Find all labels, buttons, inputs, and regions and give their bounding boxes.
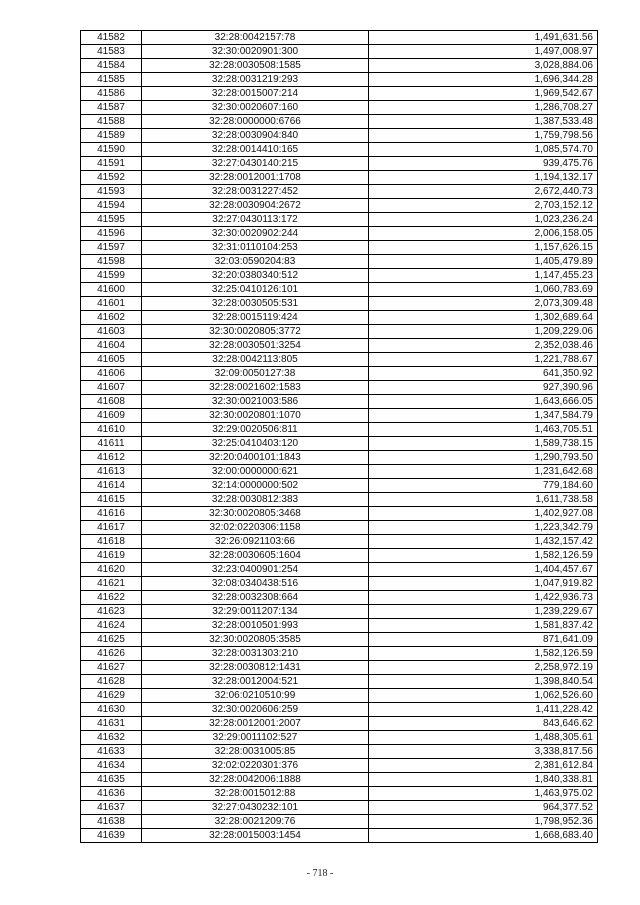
cadastral-number-cell: 32:25:0410403:120: [142, 437, 369, 451]
table-row: [81, 283, 598, 297]
value-cell: 3,338,817.56: [369, 745, 598, 759]
table-row: [81, 325, 598, 339]
cadastral-number-cell: 32:06:0210510:99: [142, 689, 369, 703]
table-row: [81, 745, 598, 759]
value-cell: 1,060,783.69: [369, 283, 598, 297]
row-number-cell: 41618: [81, 535, 142, 549]
row-number-cell: 41619: [81, 549, 142, 563]
row-number-cell: 41633: [81, 745, 142, 759]
row-number-cell: 41628: [81, 675, 142, 689]
table-row: [81, 87, 598, 101]
cadastral-number-cell: 32:28:0015119:424: [142, 311, 369, 325]
cadastral-number-cell: 32:02:0220301:376: [142, 759, 369, 773]
value-cell: 1,062,526.60: [369, 689, 598, 703]
cadastral-number-cell: 32:28:0015012:88: [142, 787, 369, 801]
cadastral-number-cell: 32:30:0020805:3772: [142, 325, 369, 339]
cadastral-number-cell: 32:29:0011102:527: [142, 731, 369, 745]
table-row: [81, 367, 598, 381]
value-cell: 1,405,479.89: [369, 255, 598, 269]
value-cell: 2,006,158.05: [369, 227, 598, 241]
value-cell: 2,703,152.12: [369, 199, 598, 213]
row-number-cell: 41591: [81, 157, 142, 171]
row-number-cell: 41629: [81, 689, 142, 703]
table-row: [81, 759, 598, 773]
cadastral-number-cell: 32:30:0020607:160: [142, 101, 369, 115]
table-row: [81, 255, 598, 269]
value-cell: 2,073,309.48: [369, 297, 598, 311]
row-number-cell: 41588: [81, 115, 142, 129]
table-row: [81, 395, 598, 409]
value-cell: 1,668,683.40: [369, 829, 598, 843]
value-cell: 1,969,542.67: [369, 87, 598, 101]
value-cell: 2,672,440.73: [369, 185, 598, 199]
value-cell: 1,840,338.81: [369, 773, 598, 787]
table-row: [81, 633, 598, 647]
value-cell: 1,497,008.97: [369, 45, 598, 59]
value-cell: 2,352,038.46: [369, 339, 598, 353]
row-number-cell: 41596: [81, 227, 142, 241]
cadastral-number-cell: 32:28:0030508:1585: [142, 59, 369, 73]
row-number-cell: 41631: [81, 717, 142, 731]
value-cell: 1,302,689.64: [369, 311, 598, 325]
row-number-cell: 41634: [81, 759, 142, 773]
table-row: [81, 507, 598, 521]
cadastral-number-cell: 32:30:0021003:586: [142, 395, 369, 409]
cadastral-number-cell: 32:28:0030812:1431: [142, 661, 369, 675]
table-row: [81, 661, 598, 675]
row-number-cell: 41592: [81, 171, 142, 185]
cadastral-number-cell: 32:28:0031219:293: [142, 73, 369, 87]
row-number-cell: 41604: [81, 339, 142, 353]
cadastral-value-table: [80, 30, 598, 843]
value-cell: 1,491,631.56: [369, 31, 598, 45]
table-row: [81, 143, 598, 157]
value-cell: 1,411,228.42: [369, 703, 598, 717]
row-number-cell: 41593: [81, 185, 142, 199]
cadastral-number-cell: 32:00:0000000:621: [142, 465, 369, 479]
row-number-cell: 41625: [81, 633, 142, 647]
table-row: [81, 129, 598, 143]
cadastral-number-cell: 32:31:0110104:253: [142, 241, 369, 255]
table-row: [81, 619, 598, 633]
value-cell: 641,350.92: [369, 367, 598, 381]
cadastral-number-cell: 32:28:0014410:165: [142, 143, 369, 157]
cadastral-number-cell: 32:28:0030904:840: [142, 129, 369, 143]
table-row: [81, 563, 598, 577]
value-cell: 927,390.96: [369, 381, 598, 395]
row-number-cell: 41624: [81, 619, 142, 633]
cadastral-number-cell: 32:28:0010501:993: [142, 619, 369, 633]
value-cell: 1,759,798.56: [369, 129, 598, 143]
cadastral-number-cell: 32:27:0430113:172: [142, 213, 369, 227]
cadastral-number-cell: 32:02:0220306:1158: [142, 521, 369, 535]
table-row: [81, 31, 598, 45]
table-row: [81, 801, 598, 815]
value-cell: 1,582,126.59: [369, 549, 598, 563]
value-cell: 1,387,533.48: [369, 115, 598, 129]
value-cell: 2,381,612.84: [369, 759, 598, 773]
cadastral-number-cell: 32:08:0340438:516: [142, 577, 369, 591]
cadastral-number-cell: 32:28:0031227:452: [142, 185, 369, 199]
row-number-cell: 41614: [81, 479, 142, 493]
row-number-cell: 41610: [81, 423, 142, 437]
row-number-cell: 41617: [81, 521, 142, 535]
cadastral-number-cell: 32:28:0032308:664: [142, 591, 369, 605]
row-number-cell: 41601: [81, 297, 142, 311]
value-cell: 1,581,837.42: [369, 619, 598, 633]
row-number-cell: 41616: [81, 507, 142, 521]
row-number-cell: 41586: [81, 87, 142, 101]
value-cell: 1,239,229.67: [369, 605, 598, 619]
cadastral-number-cell: 32:30:0020901:300: [142, 45, 369, 59]
value-cell: 1,398,840.54: [369, 675, 598, 689]
table-row: [81, 675, 598, 689]
row-number-cell: 41615: [81, 493, 142, 507]
row-number-cell: 41582: [81, 31, 142, 45]
value-cell: 1,231,642.68: [369, 465, 598, 479]
table-row: [81, 269, 598, 283]
cadastral-number-cell: 32:27:0430140:215: [142, 157, 369, 171]
value-cell: 1,085,574.70: [369, 143, 598, 157]
cadastral-number-cell: 32:25:0410126:101: [142, 283, 369, 297]
table-row: [81, 297, 598, 311]
table-row: [81, 717, 598, 731]
value-cell: 1,463,705.51: [369, 423, 598, 437]
row-number-cell: 41606: [81, 367, 142, 381]
row-number-cell: 41585: [81, 73, 142, 87]
value-cell: 1,194,132.17: [369, 171, 598, 185]
row-number-cell: 41605: [81, 353, 142, 367]
table-row: [81, 227, 598, 241]
table-row: [81, 199, 598, 213]
cadastral-number-cell: 32:28:0030812:383: [142, 493, 369, 507]
table-row: [81, 185, 598, 199]
cadastral-number-cell: 32:28:0015003:1454: [142, 829, 369, 843]
table-row: [81, 101, 598, 115]
cadastral-number-cell: 32:30:0020606:259: [142, 703, 369, 717]
row-number-cell: 41594: [81, 199, 142, 213]
row-number-cell: 41584: [81, 59, 142, 73]
cadastral-number-cell: 32:28:0042157:78: [142, 31, 369, 45]
cadastral-number-cell: 32:28:0021602:1583: [142, 381, 369, 395]
table-row: [81, 171, 598, 185]
table-row: [81, 605, 598, 619]
table-row: [81, 409, 598, 423]
row-number-cell: 41612: [81, 451, 142, 465]
cadastral-number-cell: 32:29:0011207:134: [142, 605, 369, 619]
value-cell: 1,286,708.27: [369, 101, 598, 115]
table-row: [81, 521, 598, 535]
table-row: [81, 535, 598, 549]
table-row: [81, 647, 598, 661]
cadastral-number-cell: 32:28:0021209:76: [142, 815, 369, 829]
table-row: [81, 157, 598, 171]
table-row: [81, 45, 598, 59]
row-number-cell: 41590: [81, 143, 142, 157]
table-row: [81, 59, 598, 73]
table-row: [81, 381, 598, 395]
value-cell: 1,221,788.67: [369, 353, 598, 367]
cadastral-number-cell: 32:28:0015007:214: [142, 87, 369, 101]
value-cell: 1,798,952.36: [369, 815, 598, 829]
cadastral-number-cell: 32:28:0030904:2672: [142, 199, 369, 213]
cadastral-number-cell: 32:20:0400101:1843: [142, 451, 369, 465]
table-row: [81, 213, 598, 227]
cadastral-number-cell: 32:29:0020506:811: [142, 423, 369, 437]
value-cell: 1,404,457.67: [369, 563, 598, 577]
value-cell: 843,646.62: [369, 717, 598, 731]
table-row: [81, 353, 598, 367]
cadastral-number-cell: 32:28:0012001:2007: [142, 717, 369, 731]
value-cell: 1,432,157.42: [369, 535, 598, 549]
row-number-cell: 41589: [81, 129, 142, 143]
row-number-cell: 41620: [81, 563, 142, 577]
table-row: [81, 73, 598, 87]
table-row: [81, 787, 598, 801]
cadastral-number-cell: 32:30:0020902:244: [142, 227, 369, 241]
value-cell: 1,422,936.73: [369, 591, 598, 605]
row-number-cell: 41602: [81, 311, 142, 325]
page-number: - 718 -: [306, 868, 334, 879]
cadastral-number-cell: 32:28:0031005:85: [142, 745, 369, 759]
row-number-cell: 41583: [81, 45, 142, 59]
row-number-cell: 41600: [81, 283, 142, 297]
value-cell: 1,611,738.58: [369, 493, 598, 507]
table-row: [81, 311, 598, 325]
table-row: [81, 423, 598, 437]
row-number-cell: 41636: [81, 787, 142, 801]
table-row: [81, 591, 598, 605]
row-number-cell: 41632: [81, 731, 142, 745]
row-number-cell: 41627: [81, 661, 142, 675]
value-cell: 1,488,305.61: [369, 731, 598, 745]
cadastral-number-cell: 32:28:0042113:805: [142, 353, 369, 367]
cadastral-number-cell: 32:30:0020805:3468: [142, 507, 369, 521]
table-row: [81, 115, 598, 129]
cadastral-number-cell: 32:20:0380340:512: [142, 269, 369, 283]
cadastral-number-cell: 32:30:0020801:1070: [142, 409, 369, 423]
cadastral-number-cell: 32:28:0042006:1888: [142, 773, 369, 787]
value-cell: 1,347,584.79: [369, 409, 598, 423]
row-number-cell: 41609: [81, 409, 142, 423]
table-row: [81, 465, 598, 479]
table-row: [81, 437, 598, 451]
cadastral-number-cell: 32:03:0590204:83: [142, 255, 369, 269]
cadastral-number-cell: 32:28:0012004:521: [142, 675, 369, 689]
row-number-cell: 41613: [81, 465, 142, 479]
row-number-cell: 41622: [81, 591, 142, 605]
cadastral-number-cell: 32:28:0000000:6766: [142, 115, 369, 129]
value-cell: 1,023,236.24: [369, 213, 598, 227]
cadastral-number-cell: 32:28:0030501:3254: [142, 339, 369, 353]
table-row: [81, 773, 598, 787]
value-cell: 1,696,344.28: [369, 73, 598, 87]
cadastral-number-cell: 32:28:0031303:210: [142, 647, 369, 661]
value-cell: 1,582,126.59: [369, 647, 598, 661]
table-row: [81, 493, 598, 507]
table-row: [81, 815, 598, 829]
value-cell: 964,377.52: [369, 801, 598, 815]
cadastral-number-cell: 32:28:0012001:1708: [142, 171, 369, 185]
row-number-cell: 41623: [81, 605, 142, 619]
table-row: [81, 829, 598, 843]
value-cell: 1,047,919.82: [369, 577, 598, 591]
row-number-cell: 41607: [81, 381, 142, 395]
row-number-cell: 41638: [81, 815, 142, 829]
table-row: [81, 339, 598, 353]
cadastral-number-cell: 32:23:0400901:254: [142, 563, 369, 577]
value-cell: 1,643,666.05: [369, 395, 598, 409]
value-cell: 3,028,884.06: [369, 59, 598, 73]
row-number-cell: 41597: [81, 241, 142, 255]
table-row: [81, 451, 598, 465]
cadastral-number-cell: 32:28:0030505:531: [142, 297, 369, 311]
row-number-cell: 41621: [81, 577, 142, 591]
table-row: [81, 241, 598, 255]
cadastral-number-cell: 32:14:0000000:502: [142, 479, 369, 493]
table-row: [81, 703, 598, 717]
value-cell: 1,157,626.15: [369, 241, 598, 255]
value-cell: 1,147,455.23: [369, 269, 598, 283]
cadastral-number-cell: 32:26:0921103:66: [142, 535, 369, 549]
cadastral-number-cell: 32:09:0050127:38: [142, 367, 369, 381]
row-number-cell: 41630: [81, 703, 142, 717]
value-cell: 871,641.09: [369, 633, 598, 647]
table-row: [81, 731, 598, 745]
value-cell: 1,223,342.79: [369, 521, 598, 535]
row-number-cell: 41635: [81, 773, 142, 787]
row-number-cell: 41599: [81, 269, 142, 283]
row-number-cell: 41598: [81, 255, 142, 269]
table-row: [81, 689, 598, 703]
row-number-cell: 41637: [81, 801, 142, 815]
value-cell: 1,463,975.02: [369, 787, 598, 801]
table-body: [81, 31, 598, 843]
table-row: [81, 479, 598, 493]
cadastral-number-cell: 32:30:0020805:3585: [142, 633, 369, 647]
value-cell: 1,290,793.50: [369, 451, 598, 465]
table-row: [81, 549, 598, 563]
row-number-cell: 41595: [81, 213, 142, 227]
cadastral-number-cell: 32:28:0030605:1604: [142, 549, 369, 563]
value-cell: 939,475.76: [369, 157, 598, 171]
cadastral-number-cell: 32:27:0430232:101: [142, 801, 369, 815]
row-number-cell: 41626: [81, 647, 142, 661]
row-number-cell: 41611: [81, 437, 142, 451]
value-cell: 779,184.60: [369, 479, 598, 493]
value-cell: 1,402,927.08: [369, 507, 598, 521]
table-row: [81, 577, 598, 591]
value-cell: 1,589,738.15: [369, 437, 598, 451]
value-cell: 1,209,229.06: [369, 325, 598, 339]
row-number-cell: 41603: [81, 325, 142, 339]
value-cell: 2,258,972.19: [369, 661, 598, 675]
row-number-cell: 41587: [81, 101, 142, 115]
row-number-cell: 41608: [81, 395, 142, 409]
row-number-cell: 41639: [81, 829, 142, 843]
